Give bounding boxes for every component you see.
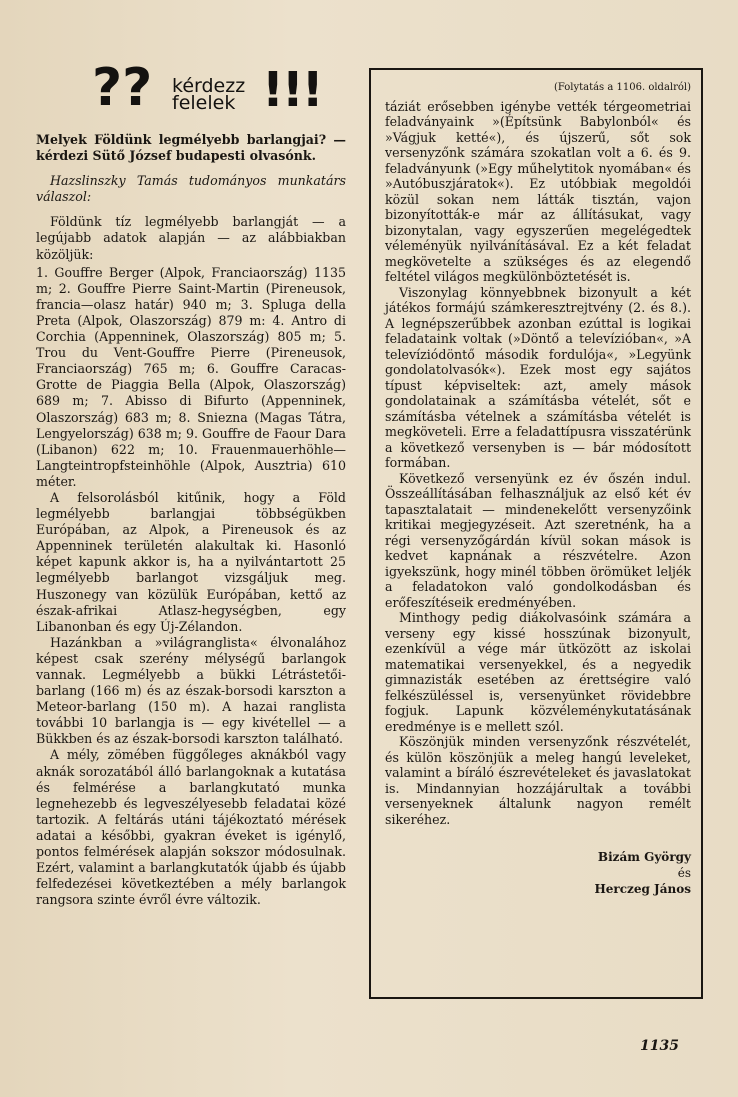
paragraph-geometry: táziát erősebben igénybe vették térgeometriai feladványaink »(Építsünk Babylonból« és »Vágjuk ketté«), és újszerű, sőt sok versenyzőnk számára szokatlan volt a 6. és 9. feladványunk (»Egy műhelytitok nyomában« és »Autóbuszjáratok«). Ez utóbbiak megoldói közül sokan nem látták tisztán, vajon bizonyították-e már az állításukat, vagy bizonytalan, vagy egyszerűen megelégedtek véleményük nyilvánításával. Ez a két feladat megkövetelte a szükséges és az elegendő feltétel világos megkülönböztetését is. [385, 98, 691, 284]
signature-bizam: Bizám György [597, 850, 691, 864]
paragraph-students: Minthogy pedig diákolvasóink számára a verseny egy kissé hosszúnak bizonyult, ezenkívül a vége már ütközött az iskolai matematikai versenyekkel, és a negyedik gimnazisták esetében az érettségire való felkészüléssel is, versenyünket rövidebbre fogjuk. Lapunk közvéleménykutatásának eredménye is e mellett szól. [385, 610, 691, 734]
paragraph-europe: A felsorolásból kitűnik, hogy a Föld legmélyebb barlangjai többségükben Európában, az Alpok, a Pireneusok és az Appenninek területén alakultak ki. Hasonló képet kapunk akkor is, ha a nyilvántartott 25 legmélyebb barlangot vizsgáljuk meg. Huszonegy van közülük Európában, kettő az észak-afrikai Atlasz-hegységben, egy Libanonban és egy Új-Zélandon. [36, 489, 346, 634]
paragraph-next-competition: Következő versenyünk ez év őszén indul. Összeállításában felhasználjuk az első két év tapasztalatait — mindenekelőtt versenyzőink kritikai megjegyzéseit. Azt szeretnénk, ha a régi versenyzőgárdán kívül sokan mások is kedvet kapnának a részvételre. Azon igyekszünk, hogy minél többen örömüket leljék a feladatokon való gondolkodásban és erőfeszítéseik eredményében. [385, 470, 691, 610]
logo-word-felelek: felelek [172, 92, 236, 114]
paragraph-thanks: Köszönjük minden versenyzőnk részvételét, és külön köszönjük a meleg hangú leveleket, valamint a bíráló észrevételeket és javaslatokat is. Mindannyian hozzájárultak a további versenyeknek általunk nagyon remélt sikeréhez. [385, 734, 691, 827]
left-column [36, 132, 346, 908]
logo-exclamations: !!! [262, 62, 322, 118]
logo-word-kerdezz: kérdezz [172, 75, 246, 97]
answerer-line: Hazslinszky Tamás tudományos munkatárs válaszol: [36, 173, 346, 205]
signature-and: és [677, 866, 691, 880]
right-column [385, 80, 691, 897]
intro-paragraph: Földünk tíz legmélyebb barlangját — a legújabb adatok alapján — az alábbiakban közöljük: [36, 214, 346, 262]
paragraph-research: A mély, zömében függőleges aknákból vagy aknák sorozatából álló barlangoknak a kutatása és felmérése a barlangkutató munka legnehezebb és legveszélyesebb feladatai közé tartozik. A feltárás utáni tájékoztató mérések adatai a későbbi, gyakran éveket is igénylő, pontos felmérések alapján sokszor módosulnak. Ezért, valamint a barlangkutatók újabb és újabb felfedezései következtében a mély barlangok rangsora szinte évről évre változik. [36, 747, 346, 908]
paragraph-hungary: Hazánkban a »világranglista« élvonalához képest csak szerény mélységű barlangok vannak. Legmélyebb a bükki Létrástetői-barlang (166 m) és az észak-borsodi karszton a Meteor-barlang (150 m). A hazai ranglista további 10 barlangja is — egy kivétellel — a Bükkben és az észak-borsodi karszton található. [36, 634, 346, 747]
cave-list: 1. Gouffre Berger (Alpok, Franciaország) 1135 m; 2. Gouffre Pierre Saint-Martin (Pireneusok, francia—olasz határ) 940 m; 3. Spluga della Preta (Alpok, Olaszország) 879 m: 4. Antro di Corchia (Appenninek, Olaszország) 805 m; 5. Trou du Vent-Gouffre Pierre (Pireneusok, Franciaország) 765 m; 6. Gouffre Caracas-Grotte de Piaggia Bella (Alpok, Olaszország) 689 m; 7. Abisso di Bifurto (Appenninek, Olaszország) 683 m; 8. Sniezna (Magas Tátra, Lengyelország) 638 m; 9. Gouffre de Faour Dara (Libanon) 622 m; 10. Frauenmauerhöhle—Langteintropfsteinhöhle (Alpok, Ausztria) 610 méter. [36, 264, 346, 489]
paragraph-logic: Viszonylag könnyebbnek bizonyult a két játékos formájú számkeresztrejtvény (2. és 8.). A legnépszerűbbek azonban ezúttal is logikai feladataink voltak (»Döntő a televízióban«, »A televíziódöntő második fordulója«, »Legyünk gondolatolvasók«). Ezek most egy sajátos típust képviseltek: azt, amely mások gondolatainak a számításba vételét, sőt e számításba vételnek a számításba vételét is megköveteli. Erre a feladattípusra visszatérünk a következő versenyben is — bár módosított formában. [385, 284, 691, 470]
continued-note: (Folytatás a 1106. oldalról) [553, 82, 691, 93]
logo-question-marks: ?? [92, 58, 153, 118]
signature-herczeg: Herczeg János [594, 882, 691, 896]
kerdezz-felelek-logo [92, 58, 322, 126]
reader-question: Melyek Földünk legmélyebb barlangjai? — kérdezi Sütő József budapesti olvasónk. [36, 132, 346, 164]
logo-words [172, 75, 246, 114]
page-number: 1135 [640, 1038, 679, 1054]
